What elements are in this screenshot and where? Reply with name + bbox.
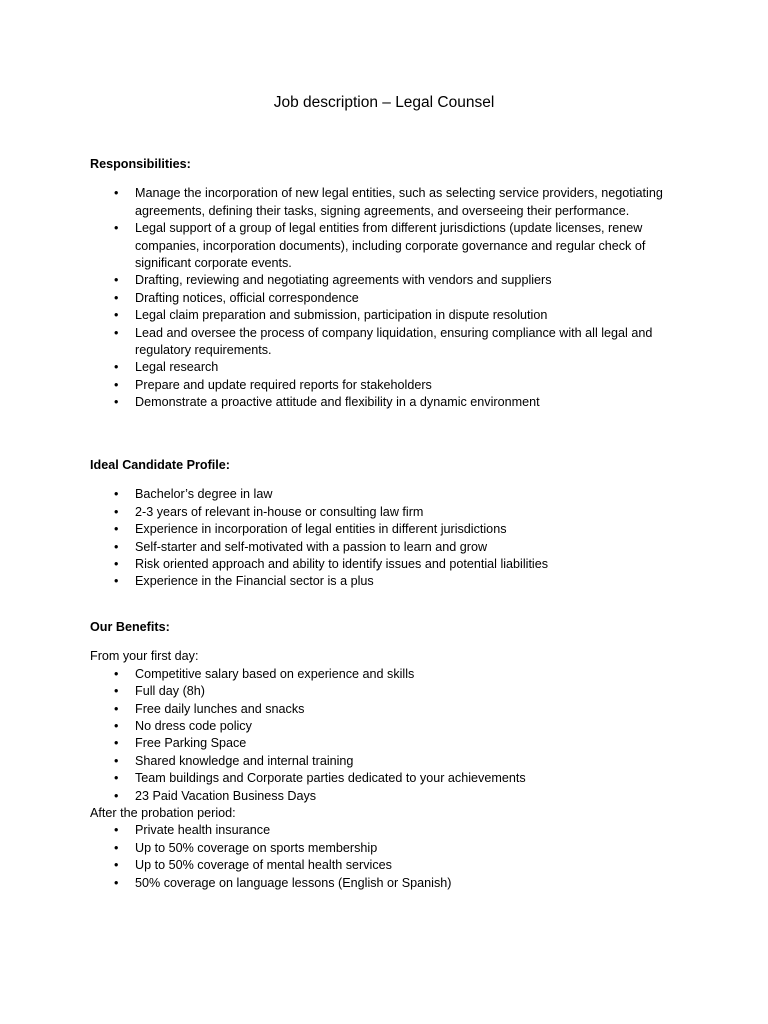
bullet-icon: • bbox=[114, 858, 119, 873]
bullet-icon: • bbox=[114, 522, 119, 537]
bullet-icon: • bbox=[114, 666, 119, 681]
bullet-icon: • bbox=[114, 684, 119, 699]
list-item bbox=[90, 504, 690, 521]
first-day-label: From your first day: bbox=[90, 649, 199, 664]
list-item-text: Up to 50% coverage of mental health services bbox=[135, 858, 392, 873]
bullet-icon: • bbox=[114, 875, 119, 890]
list-item-text: Legal claim preparation and submission, participation in dispute resolution bbox=[135, 308, 548, 323]
bullet-icon: • bbox=[114, 574, 119, 589]
bullet-icon: • bbox=[114, 325, 119, 340]
responsibilities-heading: Responsibilities: bbox=[90, 157, 191, 171]
bullet-icon: • bbox=[114, 539, 119, 554]
list-item bbox=[90, 770, 690, 787]
list-item bbox=[90, 701, 690, 718]
candidate-profile-heading: Ideal Candidate Profile: bbox=[90, 458, 230, 472]
list-item bbox=[90, 290, 690, 307]
bullet-icon: • bbox=[114, 788, 119, 803]
benefits-section bbox=[90, 619, 690, 892]
list-item bbox=[90, 220, 690, 272]
probation-benefits-list bbox=[90, 822, 690, 892]
bullet-icon: • bbox=[114, 308, 119, 323]
list-item bbox=[90, 307, 690, 324]
bullet-icon: • bbox=[114, 290, 119, 305]
list-item bbox=[90, 753, 690, 770]
list-item-text: Prepare and update required reports for stakeholders bbox=[135, 377, 432, 392]
bullet-icon: • bbox=[114, 753, 119, 768]
list-item bbox=[90, 788, 690, 805]
list-item bbox=[90, 359, 690, 376]
list-item bbox=[90, 521, 690, 538]
bullet-icon: • bbox=[114, 487, 119, 502]
list-item-text: 23 Paid Vacation Business Days bbox=[135, 788, 317, 803]
bullet-icon: • bbox=[114, 701, 119, 716]
list-item-text: Bachelor’s degree in law bbox=[135, 487, 273, 502]
bullet-icon: • bbox=[114, 719, 119, 734]
list-item-text: Risk oriented approach and ability to identify issues and potential liabilities bbox=[135, 557, 549, 572]
list-item bbox=[90, 666, 690, 683]
list-item-text: Free Parking Space bbox=[135, 736, 247, 751]
list-item bbox=[90, 486, 690, 503]
bullet-icon: • bbox=[114, 395, 119, 410]
bullet-icon: • bbox=[114, 736, 119, 751]
list-item-text: Drafting notices, official correspondence bbox=[135, 290, 359, 305]
bullet-icon: • bbox=[114, 273, 119, 288]
bullet-icon: • bbox=[114, 557, 119, 572]
list-item bbox=[90, 573, 690, 590]
bullet-icon: • bbox=[114, 823, 119, 838]
list-item-text: Manage the incorporation of new legal entities, such as selecting service providers, negotiating agreements, defining their tasks, signing agreements, and overseeing their performance. bbox=[135, 186, 663, 218]
list-item bbox=[90, 822, 690, 839]
list-item-text: 2-3 years of relevant in-house or consulting law firm bbox=[135, 504, 424, 519]
bullet-icon: • bbox=[114, 504, 119, 519]
list-item-text: Drafting, reviewing and negotiating agreements with vendors and suppliers bbox=[135, 273, 552, 288]
probation-label: After the probation period: bbox=[90, 806, 236, 821]
bullet-icon: • bbox=[114, 221, 119, 236]
page-title: Job description – Legal Counsel bbox=[273, 94, 495, 111]
candidate-profile-section bbox=[90, 457, 690, 591]
list-item-text: Team buildings and Corporate parties dedicated to your achievements bbox=[135, 771, 526, 786]
list-item-text: No dress code policy bbox=[135, 719, 252, 734]
bullet-icon: • bbox=[114, 771, 119, 786]
list-item bbox=[90, 325, 690, 360]
list-item-text: Full day (8h) bbox=[135, 684, 205, 699]
candidate-profile-list bbox=[90, 486, 690, 590]
list-item bbox=[90, 377, 690, 394]
list-item bbox=[90, 840, 690, 857]
list-item bbox=[90, 718, 690, 735]
benefits-heading: Our Benefits: bbox=[90, 620, 170, 634]
list-item-text: Shared knowledge and internal training bbox=[135, 753, 354, 768]
list-item bbox=[90, 683, 690, 700]
bullet-icon: • bbox=[114, 840, 119, 855]
list-item-text: Free daily lunches and snacks bbox=[135, 701, 305, 716]
first-day-benefits-list bbox=[90, 666, 690, 805]
list-item bbox=[90, 857, 690, 874]
list-item-text: Experience in incorporation of legal entities in different jurisdictions bbox=[135, 522, 507, 537]
list-item bbox=[90, 556, 690, 573]
list-item-text: Competitive salary based on experience and skills bbox=[135, 666, 415, 681]
list-item bbox=[90, 272, 690, 289]
list-item-text: Up to 50% coverage on sports membership bbox=[135, 840, 378, 855]
bullet-icon: • bbox=[114, 360, 119, 375]
list-item bbox=[90, 735, 690, 752]
bullet-icon: • bbox=[114, 186, 119, 201]
bullet-icon: • bbox=[114, 377, 119, 392]
list-item-text: Self-starter and self-motivated with a passion to learn and grow bbox=[135, 539, 488, 554]
list-item bbox=[90, 394, 690, 411]
list-item-text: Private health insurance bbox=[135, 823, 271, 838]
list-item-text: Legal research bbox=[135, 360, 219, 375]
list-item-text: Legal support of a group of legal entities from different jurisdictions (update licenses, renew companies, incorporation documents), including corporate governance and regular check of significant corporate events. bbox=[135, 221, 646, 271]
list-item bbox=[90, 185, 690, 220]
list-item bbox=[90, 875, 690, 892]
list-item bbox=[90, 539, 690, 556]
responsibilities-section bbox=[90, 156, 690, 412]
list-item-text: 50% coverage on language lessons (English or Spanish) bbox=[135, 875, 452, 890]
list-item-text: Experience in the Financial sector is a plus bbox=[135, 574, 374, 589]
list-item-text: Lead and oversee the process of company liquidation, ensuring compliance with all legal and regulatory requirements. bbox=[135, 325, 653, 358]
list-item-text: Demonstrate a proactive attitude and flexibility in a dynamic environment bbox=[135, 395, 540, 410]
responsibilities-list bbox=[90, 185, 690, 411]
